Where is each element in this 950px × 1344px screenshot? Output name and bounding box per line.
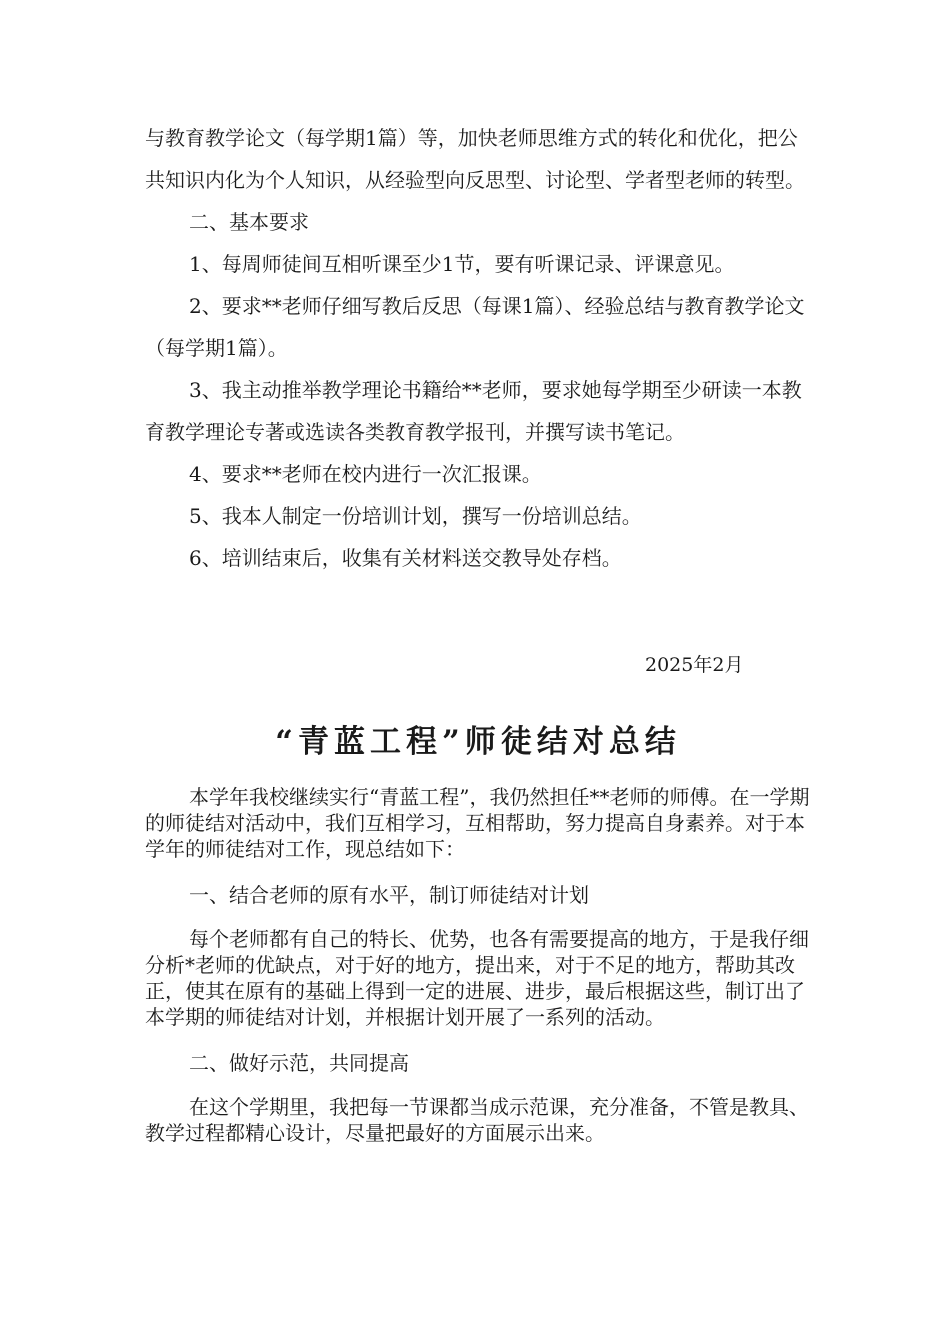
summary-section bbox=[145, 784, 811, 1146]
section-heading-plan: 一、结合老师的原有水平，制订师徒结对计划 bbox=[189, 883, 589, 907]
intro-paragraph: 本学年我校继续实行“青蓝工程”，我仍然担任**老师的师傅。在一学期的师徒结对活动中，我们互相学习，互相帮助，努力提高自身素养。对于本学年的师徒结对工作，现总结如下： bbox=[145, 785, 810, 861]
section-heading-basic-requirements: 二、基本要求 bbox=[189, 210, 309, 234]
plan-section bbox=[145, 117, 811, 579]
requirement-item-1: 1、每周师徒间互相听课至少1节，要有听课记录、评课意见。 bbox=[189, 252, 735, 276]
requirement-item-3: 3、我主动推举教学理论书籍给**老师，要求她每学期至少研读一本教育教学理论专著或选读各类教育教学报刊，并撰写读书笔记。 bbox=[145, 378, 802, 444]
continued-paragraph: 与教育教学论文（每学期1篇）等，加快老师思维方式的转化和优化，把公共知识内化为个人知识，从经验型向反思型、讨论型、学者型老师的转型。 bbox=[145, 126, 805, 192]
plan-paragraph: 每个老师都有自己的特长、优势，也各有需要提高的地方，于是我仔细分析*老师的优缺点，对于好的地方，提出来，对于不足的地方，帮助其改正，使其在原有的基础上得到一定的进展、进步，最后根据这些，制订出了本学期的师徒结对计划，并根据计划开展了一系列的活动。 bbox=[145, 927, 809, 1029]
requirement-item-6: 6、培训结束后，收集有关材料送交教导处存档。 bbox=[189, 546, 622, 570]
summary-title: “青蓝工程”师徒结对总结 bbox=[275, 724, 681, 760]
requirement-item-2: 2、要求**老师仔细写教后反思（每课1篇）、经验总结与教育教学论文（每学期1篇）。 bbox=[145, 294, 805, 360]
requirement-item-4: 4、要求**老师在校内进行一次汇报课。 bbox=[189, 462, 542, 486]
section-heading-demonstration: 二、做好示范，共同提高 bbox=[189, 1051, 409, 1075]
document-date: 2025年2月 bbox=[645, 654, 744, 676]
demonstration-paragraph: 在这个学期里，我把每一节课都当成示范课，充分准备，不管是教具、教学过程都精心设计，尽量把最好的方面展示出来。 bbox=[145, 1095, 809, 1145]
requirement-item-5: 5、我本人制定一份培训计划，撰写一份培训总结。 bbox=[189, 504, 642, 528]
